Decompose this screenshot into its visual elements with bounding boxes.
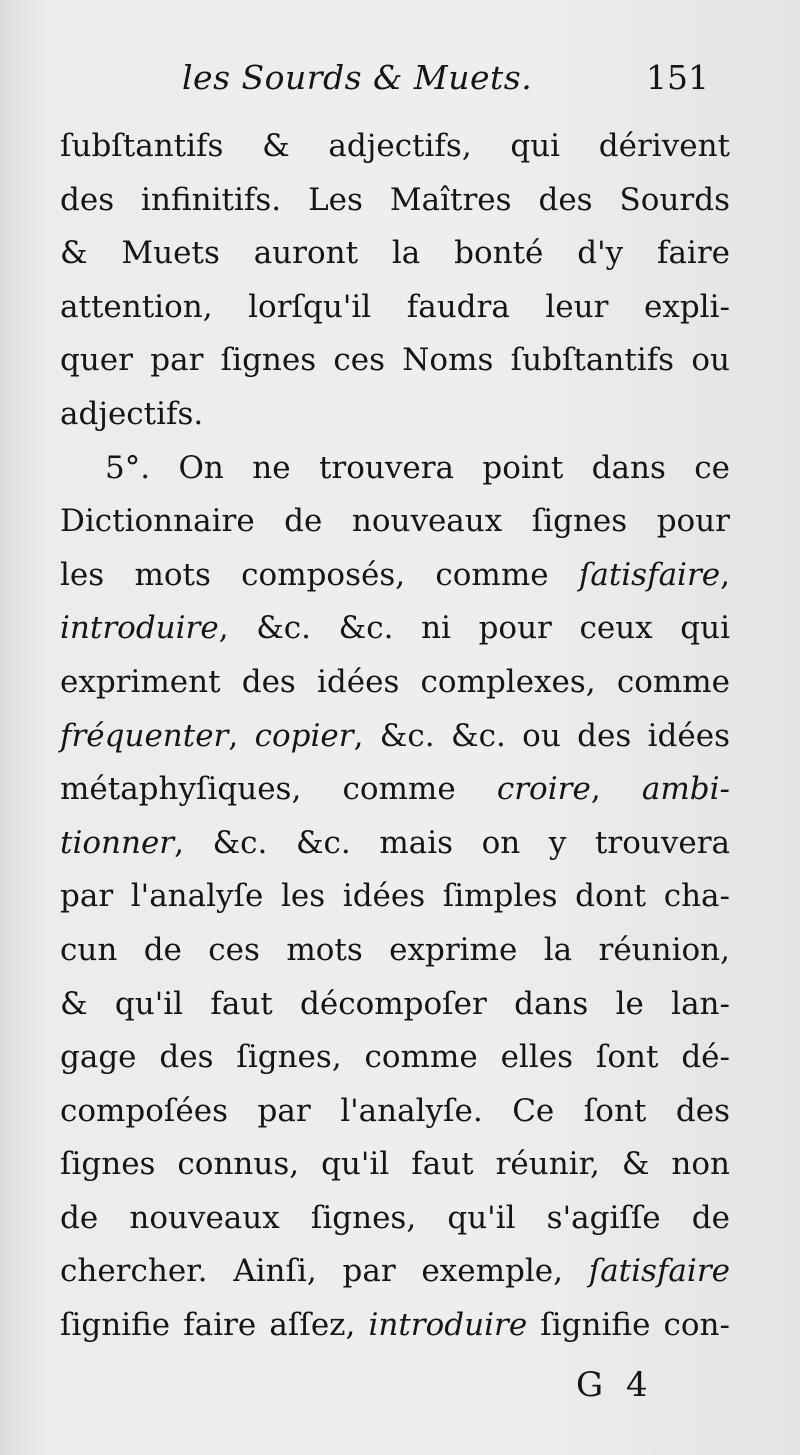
body-text: [60, 120, 730, 1353]
text-line: fréquenter, copier, &c. &c. ou des idées: [60, 717, 730, 754]
text-line: attention, lorſqu'il faudra leur expli-: [60, 288, 730, 325]
page-header: [0, 52, 800, 102]
text-line: métaphyſiques, comme croire, ambi-: [60, 771, 730, 808]
italic-word: copier: [254, 717, 354, 754]
signature-mark: G 4: [576, 1365, 654, 1405]
text-line: ſignifie faire aſſez, introduire ſignifie con-: [60, 1307, 730, 1344]
italic-word: ſatisfaire: [578, 556, 721, 593]
italic-word: introduire: [60, 610, 219, 647]
text-line: compoſées par l'analyſe. Ce ſont des: [60, 1092, 730, 1129]
running-title: les Sourds & Muets.: [182, 58, 533, 97]
italic-word: croire: [496, 771, 591, 808]
text-line: & qu'il faut décompoſer dans le lan-: [60, 985, 730, 1022]
text-line: expriment des idées complexes, comme: [60, 663, 730, 700]
text-line: Dictionnaire de nouveaux ſignes pour: [60, 503, 730, 540]
text-line: de nouveaux ſignes, qu'il s'agiſſe de: [60, 1199, 730, 1236]
text-line: ſubſtantifs & adjectifs, qui dérivent: [60, 128, 730, 164]
text-line: des infinitifs. Les Maîtres des Sourds: [60, 181, 730, 218]
text-line: chercher. Ainſi, par exemple, ſatisfaire: [60, 1253, 730, 1290]
text-line: ſignes connus, qu'il faut réunir, & non: [60, 1146, 730, 1183]
text-line: & Muets auront la bonté d'y faire: [60, 235, 730, 272]
italic-word: ſatisfaire: [588, 1253, 730, 1290]
text-line: adjectifs.: [60, 395, 204, 432]
text-line: tionner, &c. &c. mais on y trouvera: [60, 824, 730, 861]
italic-word: fréquenter: [60, 717, 229, 754]
italic-word: tionner: [60, 824, 175, 861]
text-line: cun de ces mots exprime la réunion,: [60, 931, 730, 968]
text-line: les mots composés, comme ſatisfaire,: [60, 556, 730, 593]
italic-word: ambi-: [641, 771, 730, 808]
italic-word: introduire: [368, 1307, 528, 1344]
text-line: par l'analyſe les idées ſimples dont cha-: [60, 878, 730, 915]
text-line: 5°. On ne trouvera point dans ce: [105, 449, 730, 486]
page-number: 151: [646, 58, 709, 97]
text-line: quer par ſignes ces Noms ſubſtantifs ou: [60, 342, 730, 379]
text-line: gage des ſignes, comme elles ſont dé-: [60, 1039, 730, 1076]
text-line: introduire, &c. &c. ni pour ceux qui: [60, 610, 730, 647]
